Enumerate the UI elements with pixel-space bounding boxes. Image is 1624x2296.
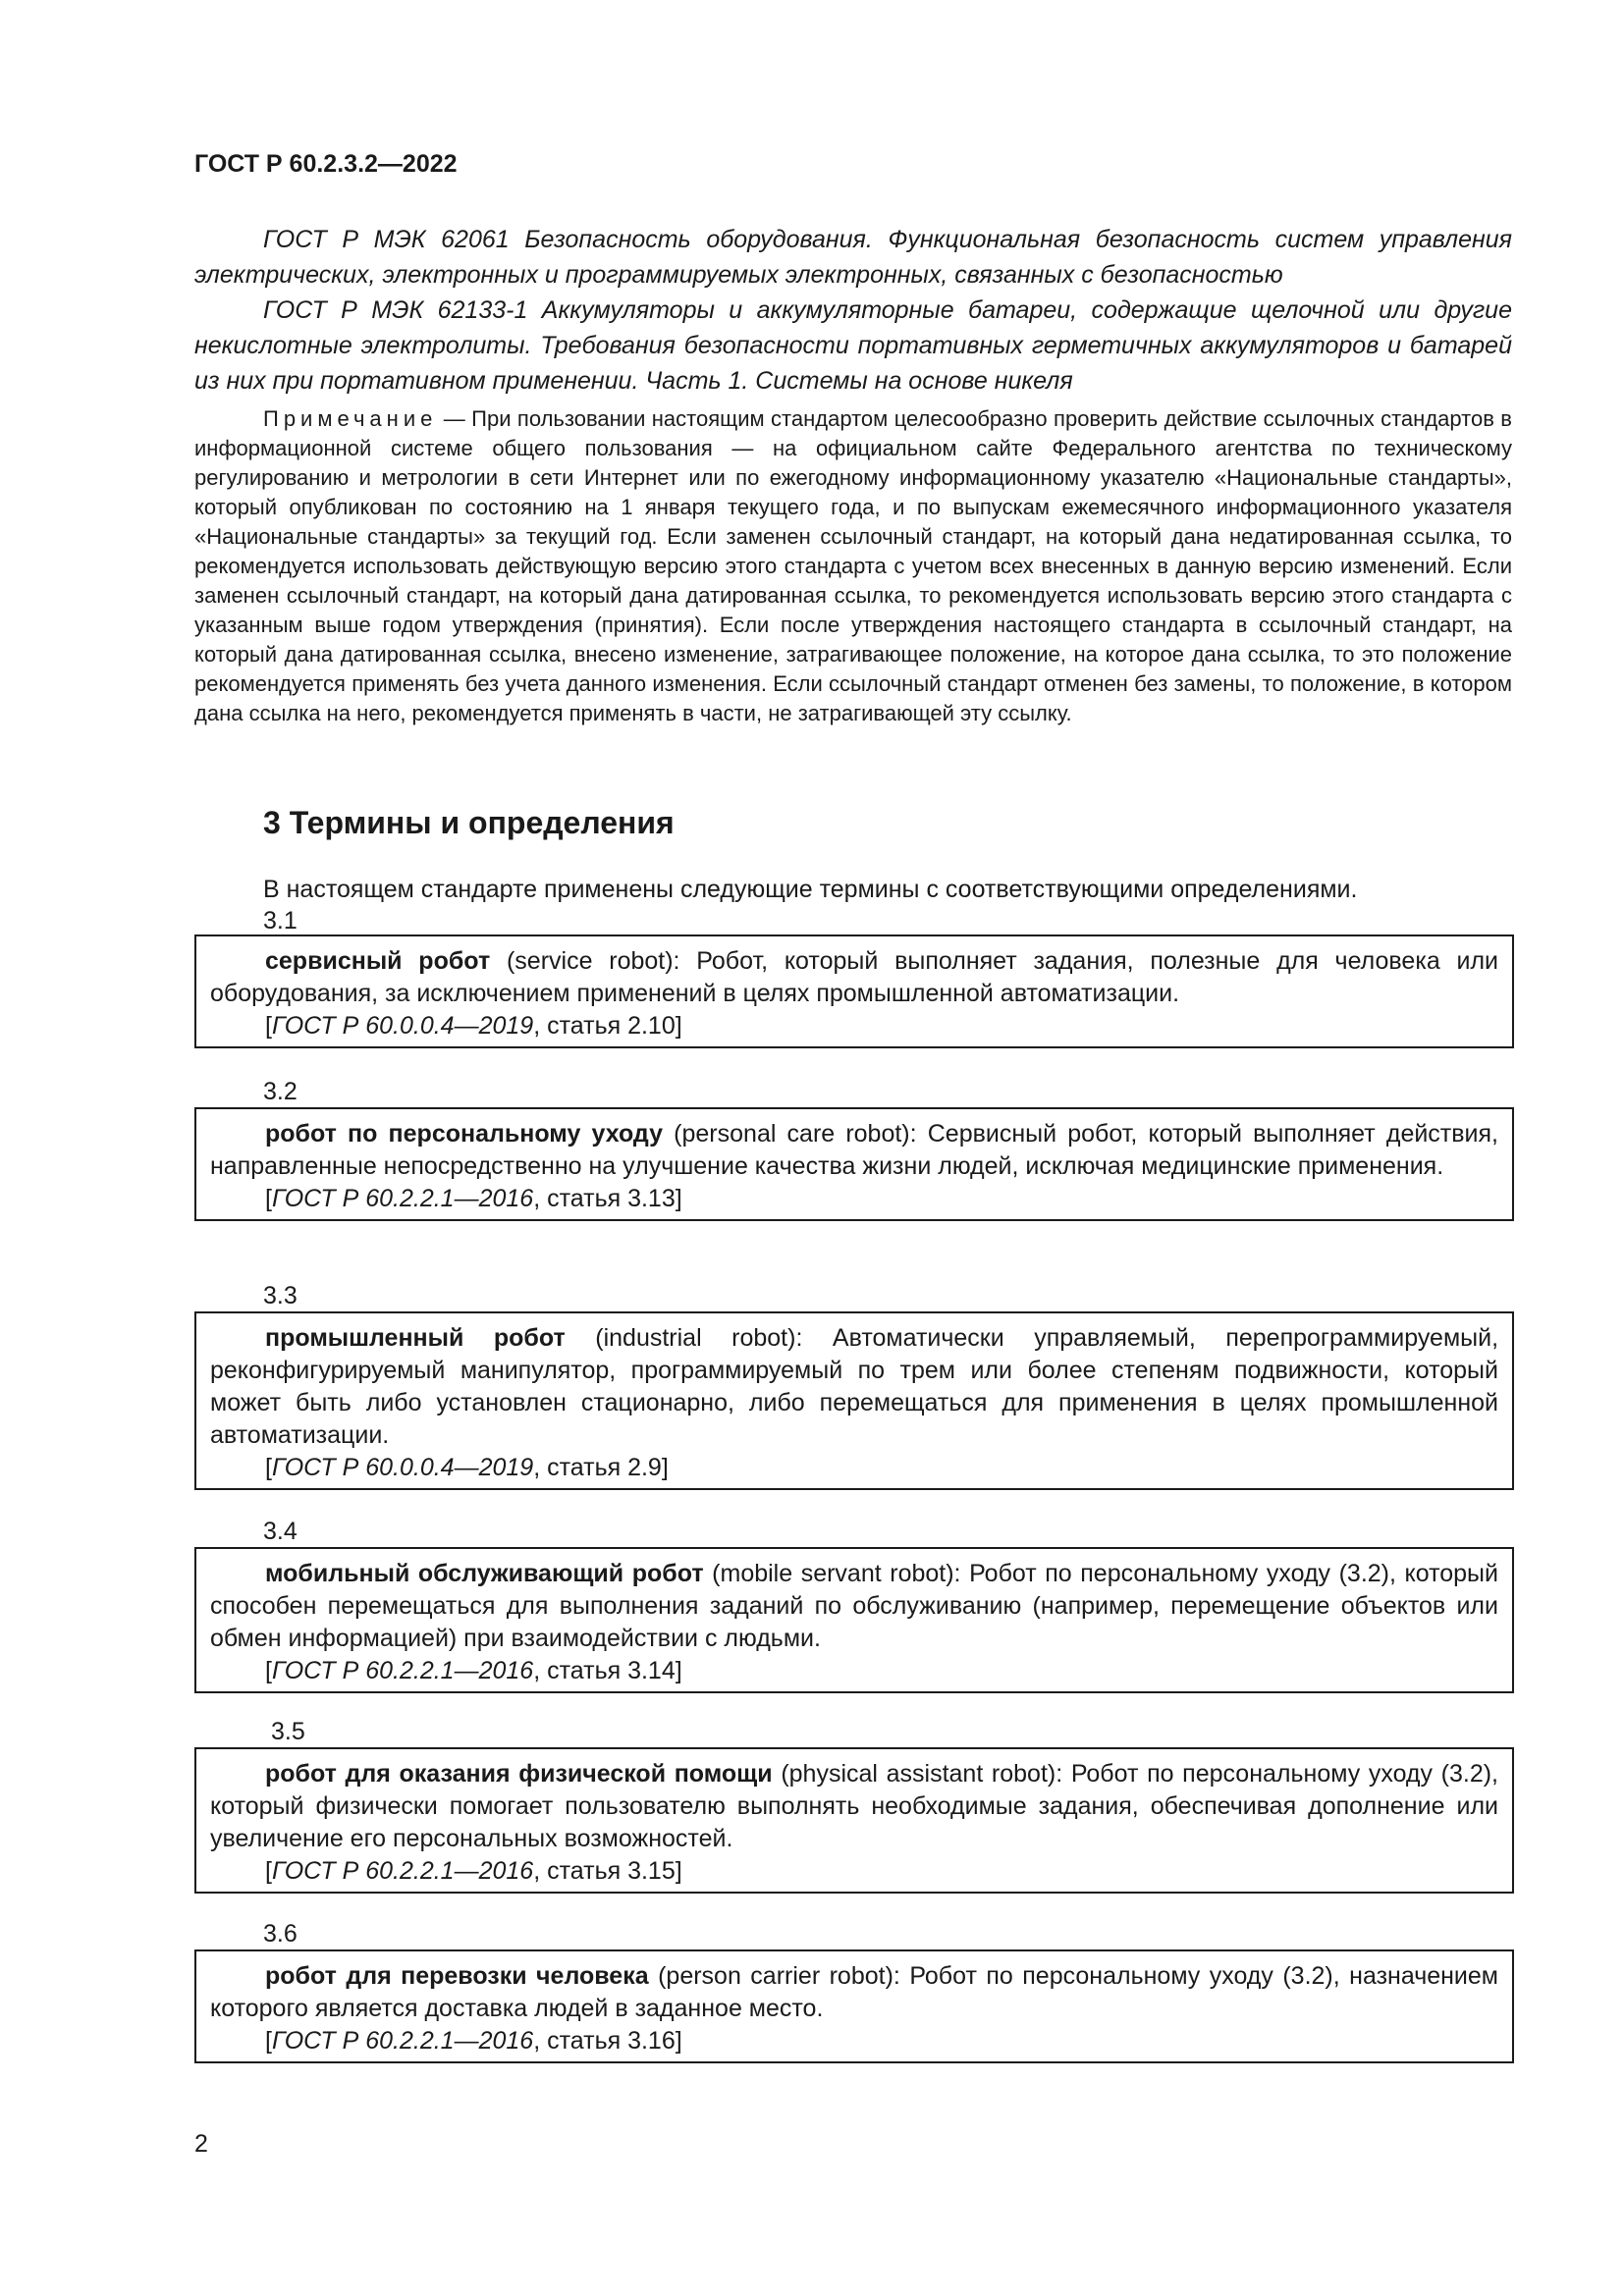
term-source: [ГОСТ Р 60.2.2.1—2016, статья 3.13] (265, 1185, 682, 1212)
term-number: 3.3 (263, 1282, 298, 1309)
section-intro: В настоящем стандарте применены следующие термины с соответствующими определениями. (263, 876, 1358, 903)
term-number: 3.6 (263, 1920, 298, 1948)
term-box (194, 1747, 1514, 1894)
term-english: (mobile servant robot): (712, 1560, 961, 1587)
note-text: — При пользовании настоящим стандартом целесообразно проверить действие ссылочных стандартов в информационной системе общего пользования — на официальном сайте Федерального агентства по техническому регулированию и метрологии в сети Интернет или по ежегодному информационному указателю «Национальные стандарты», который опубликован по состоянию на 1 января текущего года, и по выпускам ежемесячного информационного указателя «Национальные стандарты» за текущий год. Если заменен ссылочный стандарт, на который дана недатированная ссылка, то рекомендуется использовать действующую версию этого стандарта с учетом всех внесенных в данную версию изменений. Если заменен ссылочный стандарт, на который дана датированная ссылка, то рекомендуется использовать версию этого стандарта с указанным выше годом утверждения (принятия). Если после утверждения настоящего стандарта в ссылочный стандарт, на который дана датированная ссылка, внесено изменение, затрагивающее положение, на которое дана ссылка, то это положение рекомендуется применять без учета данного изменения. Если ссылочный стандарт отменен без замены, то положение, в котором дана ссылка на него, рекомендуется применять в части, не затрагивающей эту ссылку. (194, 406, 1512, 725)
term-english: (person carrier robot): (658, 1962, 900, 1990)
term-definition: Робот, который выполняет задания, полезные для человека или оборудования, за исключением применений в целях промышленной автоматизации. (210, 947, 1499, 1007)
term-number: 3.1 (263, 907, 298, 934)
references-list (194, 222, 1512, 399)
term-source: [ГОСТ Р 60.0.0.4—2019, статья 2.9] (265, 1454, 669, 1481)
term-definition: Робот по персональному уходу (3.2), который способен перемещаться для выполнения заданий по обслуживанию (например, перемещение объектов или обмен информацией) при взаимодействии с людьми. (210, 1560, 1498, 1652)
term-name: мобильный обслуживающий робот (265, 1560, 704, 1587)
term-english: (industrial robot): (595, 1324, 803, 1352)
source-doc: ГОСТ Р 60.0.0.4—2019 (271, 1454, 534, 1481)
term-name: робот для оказания физической помощи (265, 1760, 773, 1788)
note (194, 404, 1512, 728)
term-source: [ГОСТ Р 60.2.2.1—2016, статья 3.16] (265, 2027, 682, 2055)
source-doc: ГОСТ Р 60.2.2.1—2016 (271, 1857, 534, 1885)
term-box (194, 1311, 1514, 1490)
term-name: робот для перевозки человека (265, 1962, 649, 1990)
section-title: 3 Термины и определения (263, 805, 675, 840)
term-box (194, 1107, 1514, 1221)
term-english: (service robot): (506, 947, 680, 975)
page-header: ГОСТ Р 60.2.3.2—2022 (194, 150, 458, 178)
reference-item: ГОСТ Р МЭК 62061 Безопасность оборудования. Функциональная безопасность систем управления электрических, электронных и программируемых электронных, связанных с безопасностью (194, 226, 1512, 289)
source-doc: ГОСТ Р 60.2.2.1—2016 (271, 1657, 534, 1684)
term-source: [ГОСТ Р 60.2.2.1—2016, статья 3.15] (265, 1857, 682, 1885)
reference-item: ГОСТ Р МЭК 62133-1 Аккумуляторы и аккумуляторные батареи, содержащие щелочной или другие некислотные электролиты. Требования безопасности портативных герметичных аккумуляторов и батарей из них при портативном применении. Часть 1. Системы на основе никеля (194, 296, 1512, 395)
term-english: (personal care robot): (674, 1120, 917, 1148)
term-box (194, 1547, 1514, 1693)
term-name: робот по персональному уходу (265, 1120, 664, 1148)
source-doc: ГОСТ Р 60.2.2.1—2016 (271, 1185, 534, 1212)
note-label: Примечание (263, 406, 438, 431)
page-number: 2 (194, 2130, 208, 2158)
term-box (194, 1949, 1514, 2063)
term-definition: Робот по персональному уходу (3.2), который физически помогает пользователю выполнять необходимые задания, обеспечивая дополнение или увеличение его персональных возможностей. (210, 1760, 1499, 1852)
term-english: (physical assistant robot): (781, 1760, 1063, 1788)
term-source: [ГОСТ Р 60.0.0.4—2019, статья 2.10] (265, 1012, 682, 1040)
term-number: 3.4 (263, 1518, 298, 1545)
term-name: промышленный робот (265, 1324, 566, 1352)
term-name: сервисный робот (265, 947, 491, 975)
term-source: [ГОСТ Р 60.2.2.1—2016, статья 3.14] (265, 1657, 682, 1684)
source-doc: ГОСТ Р 60.0.0.4—2019 (271, 1012, 534, 1040)
term-definition: Сервисный робот, который выполняет действия, направленные непосредственно на улучшение качества жизни людей, исключая медицинские применения. (210, 1120, 1498, 1180)
term-number: 3.2 (263, 1078, 298, 1105)
source-doc: ГОСТ Р 60.2.2.1—2016 (271, 2027, 534, 2055)
term-definition: Автоматически управляемый, перепрограммируемый, реконфигурируемый манипулятор, программируемый по трем или более степеням подвижности, который может быть либо установлен стационарно, либо перемещаться для применения в целях промышленной автоматизации. (210, 1324, 1499, 1449)
term-box (194, 934, 1514, 1048)
term-number: 3.5 (271, 1718, 305, 1745)
term-definition: Робот по персональному уходу (3.2), назначением которого является доставка людей в заданное место. (210, 1962, 1498, 2022)
